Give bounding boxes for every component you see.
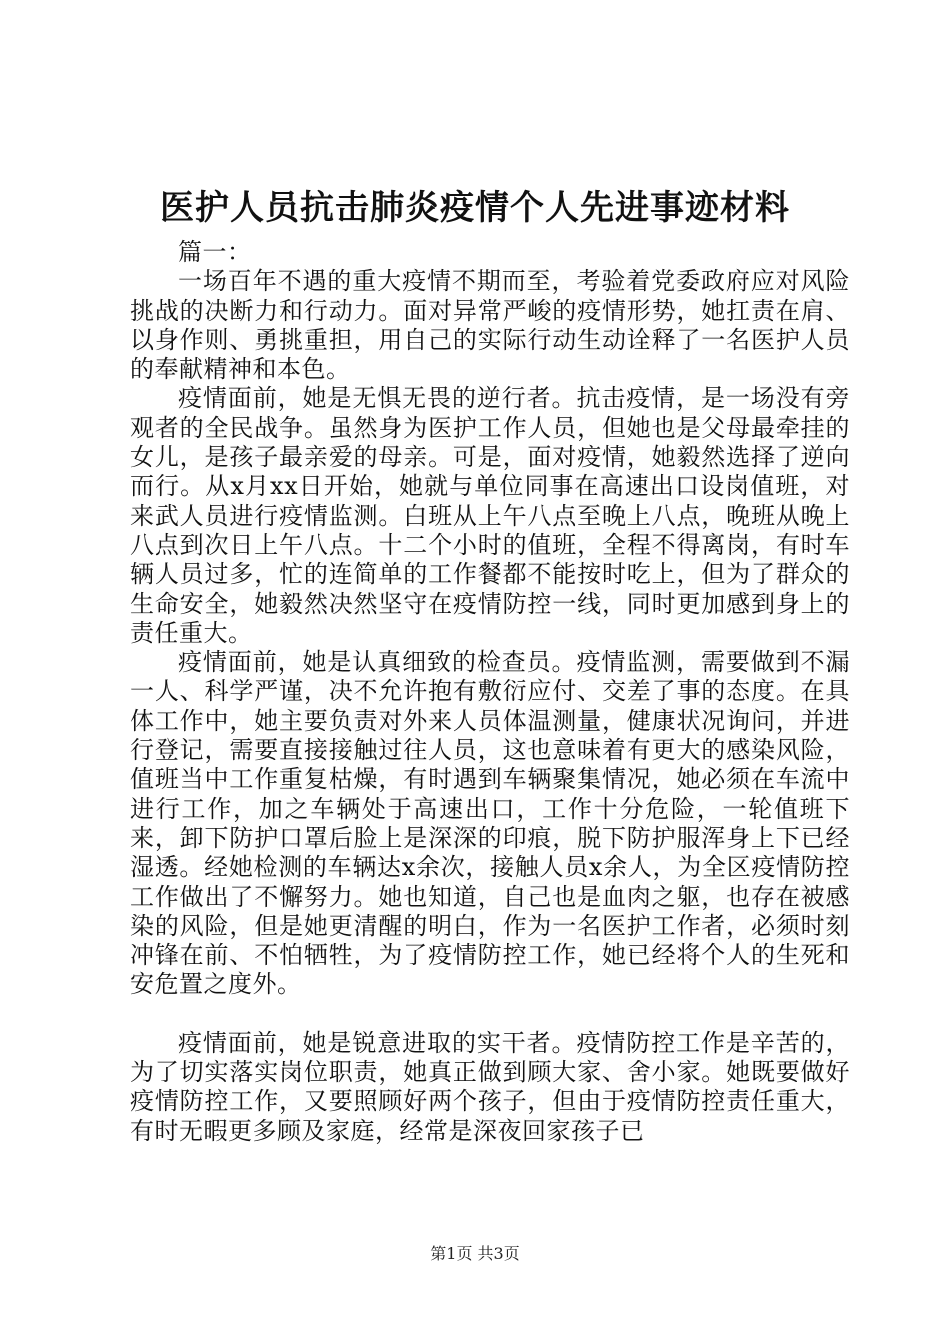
document-body	[130, 238, 850, 1146]
paragraph: 疫情面前，她是认真细致的检查员。疫情监测，需要做到不漏一人、科学严谨，决不允许抱有敷衍应付、交差了事的态度。在具体工作中，她主要负责对外来人员体温测量，健康状况询问，并进行登记，需要直接接触过往人员，这也意味着有更大的感染风险，值班当中工作重复枯燥，有时遇到车辆聚集情况，她必须在车流中进行工作，加之车辆处于高速出口，工作十分危险，一轮值班下来，卸下防护口罩后脸上是深深的印痕，脱下防护服浑身上下已经湿透。经她检测的车辆达x余次，接触人员x余人，为全区疫情防控工作做出了不懈努力。她也知道，自己也是血肉之躯，也存在被感染的风险，但是她更清醒的明白，作为一名医护工作者，必须时刻冲锋在前、不怕牺牲，为了疫情防控工作，她已经将个人的生死和安危置之度外。	[130, 648, 850, 999]
paragraph: 疫情面前，她是锐意进取的实干者。疫情防控工作是辛苦的，为了切实落实岗位职责，她真正做到顾大家、舍小家。她既要做好疫情防控工作，又要照顾好两个孩子，但由于疫情防控责任重大，有时无暇更多顾及家庭，经常是深夜回家孩子已	[130, 1028, 850, 1145]
section-label: 篇一：	[178, 238, 252, 266]
document-title: 医护人员抗击肺炎疫情个人先进事迹材料	[160, 188, 790, 228]
paragraph: 一场百年不遇的重大疫情不期而至，考验着党委政府应对风险挑战的决断力和行动力。面对异常严峻的疫情形势，她扛责在肩、以身作则、勇挑重担，用自己的实际行动生动诠释了一名医护人员的奉献精神和本色。	[130, 267, 850, 384]
paragraph: 疫情面前，她是无惧无畏的逆行者。抗击疫情，是一场没有旁观者的全民战争。虽然身为医护工作人员，但她也是父母最牵挂的女儿，是孩子最亲爱的母亲。可是，面对疫情，她毅然选择了逆向而行。从x月xx日开始，她就与单位同事在高速出口设岗值班，对来武人员进行疫情监测。白班从上午八点至晚上八点，晚班从晚上八点到次日上午八点。十二个小时的值班，全程不得离岗，有时车辆人员过多，忙的连简单的工作餐都不能按时吃上，但为了群众的生命安全，她毅然决然坚守在疫情防控一线，同时更加感到身上的责任重大。	[130, 384, 850, 647]
page-footer: 第1页 共3页	[430, 1244, 520, 1263]
